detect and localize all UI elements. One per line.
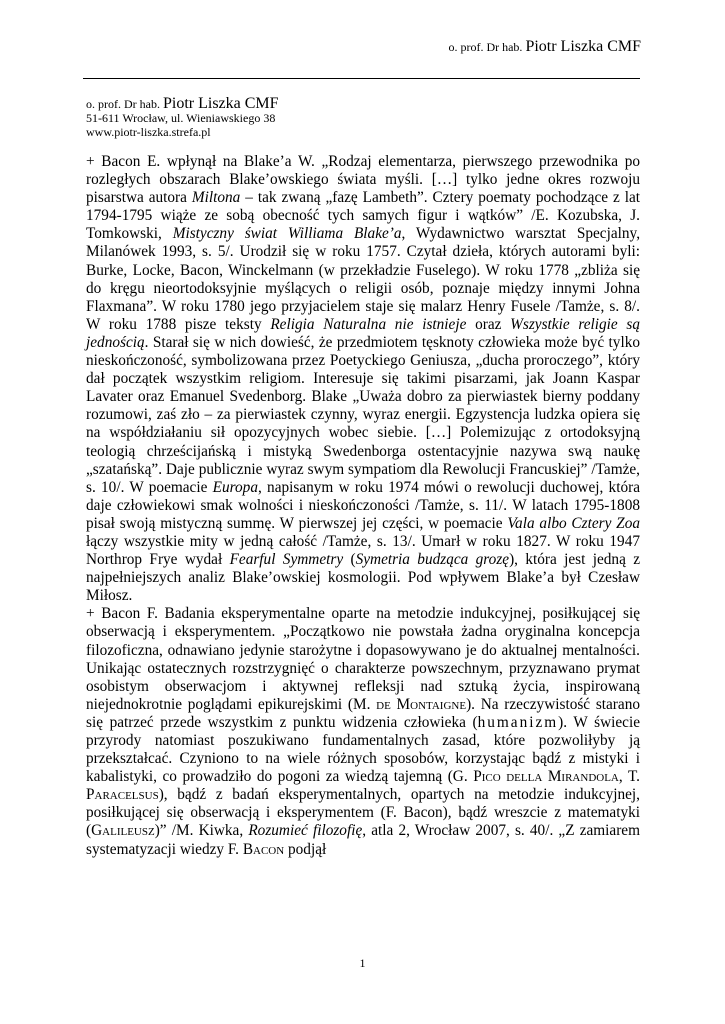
address-author-name: Piotr Liszka CMF <box>162 95 279 112</box>
entry-bacon-e: + Bacon E. wpłynął na Blake’a W. „Rodzaj elementarza, pierwszego przewodnika po rozległych obszarach Blake’owskiego świata myśli. […] tylko jedne okres rozwoju pisarstwa autora Miltona – tak zwaną „fazę Lambeth”. Cztery poematy pochodzące z lat 1794-1795 wiąże ze sobą obecność tych samych figur i wątków” /E. Kozubska, J. Tomkowski, Mistyczny świat Williama Blake’a, Wydawnictwo warsztat Specjalny, Milanówek 1993, s. 5/. Urodził się w roku 1757. Czytał dzieła, których autorami byli: Burke, Locke, Bacon, Winckelmann (w przekładzie Fuselego). W roku 1778 „zbliża się do kręgu nieortodoksyjnie myślących o religii osób, poznaje między innymi Johna Flaxmana”. W roku 1780 jego przyjacielem staje się malarz Henry Fusele /Tamże, s. 8/. W roku 1788 pisze teksty Religia Naturalna nie istnieje oraz Wszystkie religie są jednością. Starał się w nich dowieść, że przedmiotem tęsknoty człowieka może być tylko nieskończoność, symbolizowana przez Poetyckiego Geniusza, „ducha proroczego”, który dał początek wszystkim religiom. Interesuje się takimi pisarzami, jak Joann Kaspar Lavater oraz Emanuel Svedenborg. Blake „Uważa dobro za pierwiastek bierny poddany rozumowi, zaś zło – za pierwiastek czynny, wyraz energii. Egzystencja ludzka opiera się na współdziałaniu sił opozycyjnych wobec siebie. […] Polemizując z ortodoksyjną teologią chrześcijańską i mistyką Swedenborga ostentacyjnie nazywa swą naukę „szatańską”. Daje publicznie wyraz swym sympatiom dla Rewolucji Francuskiej” /Tamże, s. 10/. W poemacie Europa, napisanym w roku 1974 mówi o rewolucji duchowej, która daje człowiekowi smak wolności i nieskończoności /Tamże, s. 11/. W latach 1795-1808 pisał swoją mistyczną summę. W pierwszej jej części, w poemacie Vala albo Cztery Zoa łączy wszystkie mity w jedną całość /Tamże, s. 13/. Umarł w roku 1827. W roku 1947 Northrop Frye wydał Fearful Symmetry (Symetria budząca grozę), która jest jedną z najpełniejszych analiz Blake’owskiej kosmologii. Pod wpływem Blake’a był Czesław Miłosz. <box>86 153 641 605</box>
page-number: 1 <box>359 956 366 970</box>
address-website: www.piotr-liszka.strefa.pl <box>86 125 211 139</box>
author-address-block <box>86 97 279 139</box>
entry-bacon-f: + Bacon F. Badania eksperymentalne oparte na metodzie indukcyjnej, posiłkującej się obserwacją i eksperymentem. „Początkowo nie powstała żadna oryginalna koncepcja filozoficzna, odnawiano jedynie starożytne i dopasowywano je do aktualnej mentalności. Unikając ostatecznych rozstrzygnięć o charakterze powszechnym, przyznawano prymat osobistym obserwacjom i aktywnej refleksji nad sztuką życia, inspirowaną niejednokrotnie poglądami epikurejskimi (M. de Montaigne). Na rzeczywistość starano się patrzeć przede wszystkim z punktu widzenia człowieka (humanizm). W świecie przyrody natomiast poszukiwano fundamentalnych zasad, które pozwoliłyby ją przekształcać. Czyniono to na wiele różnych sposobów, korzystając bądź z mistyki i kabalistyki, co prowadziło do pogoni za wiedzą tajemną (G. Pico della Mirandola, T. Paracelsus), bądź z badań eksperymentalnych, opartych na metodzie indukcyjnej, posiłkującej się obserwacją i eksperymentem (F. Bacon), bądź wreszcie z matematyki (Galileusz)” /M. Kiwka, Rozumieć filozofię, atla 2, Wrocław 2007, s. 40/. „Z zamiarem systematyzacji wiedzy F. Bacon podjął <box>86 605 641 858</box>
header-author-name: Piotr Liszka CMF <box>525 38 641 55</box>
running-header <box>448 38 641 56</box>
header-rule <box>83 78 640 79</box>
address-street: 51-611 Wrocław, ul. Wieniawskiego 38 <box>86 111 276 125</box>
address-prefix: o. prof. Dr hab. <box>86 97 160 111</box>
body-text <box>86 153 640 859</box>
header-prefix: o. prof. Dr hab. <box>448 40 523 54</box>
